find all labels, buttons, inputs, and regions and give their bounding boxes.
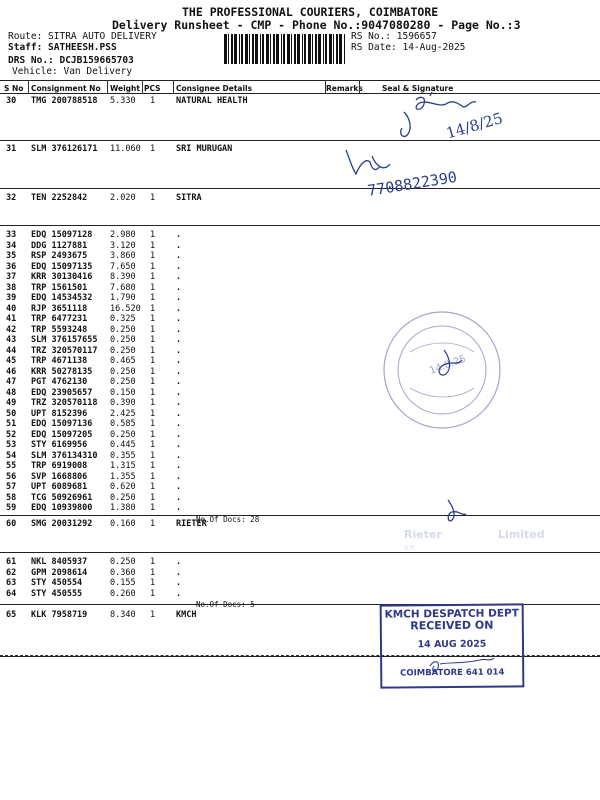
consignee-cell: . <box>176 482 182 492</box>
consignment-cell: TRP 1561501 <box>31 282 88 293</box>
consignee-cell: . <box>176 567 182 578</box>
consignment-cell: TCG 50926961 <box>31 492 93 503</box>
weight-cell: 2.425 <box>110 408 136 419</box>
weight-cell: 0.155 <box>110 578 136 588</box>
stamp-received: RECEIVED ON <box>410 618 494 633</box>
pcs-cell: 1 <box>150 519 156 529</box>
consignee-cell: . <box>176 272 182 282</box>
signature-row-31 <box>346 150 458 200</box>
stamp-date: 14 AUG 2025 <box>417 638 487 651</box>
consignment-cell: EDQ 15097205 <box>31 429 93 440</box>
consignment-cell: TRP 6919008 <box>31 461 88 471</box>
pcs-cell: 1 <box>150 440 156 450</box>
consignment-cell: EDQ 15097128 <box>31 230 93 240</box>
consignment-cell: TMG 200788518 <box>31 96 98 106</box>
col-seal-signature: Seal & Signature <box>382 84 454 93</box>
weight-cell: 0.150 <box>110 387 136 398</box>
weight-cell: 0.160 <box>110 519 136 529</box>
consignee-cell: NATURAL HEALTH <box>176 96 248 106</box>
consignee-cell: . <box>176 387 182 398</box>
weight-cell: 2.980 <box>110 230 136 240</box>
svg-text:Rieter: Rieter <box>404 528 442 541</box>
pcs-cell: 1 <box>150 387 156 398</box>
sno-cell: 63 <box>6 578 17 588</box>
sno-cell: 52 <box>6 429 17 440</box>
consignee-cell: RIETER <box>176 519 207 529</box>
weight-cell: 0.250 <box>110 366 136 377</box>
page-title: THE PROFESSIONAL COURIERS, COIMBATORE <box>182 5 439 19</box>
signature-row-59 <box>448 500 466 521</box>
weight-cell: 5.330 <box>110 96 136 106</box>
consignee-cell: . <box>176 377 182 387</box>
svg-text:S.F.: S.F. <box>404 544 416 552</box>
weight-cell: 0.360 <box>110 567 136 578</box>
pcs-cell: 1 <box>150 240 156 251</box>
weight-cell: 0.445 <box>110 440 136 450</box>
svg-text:14/8/25: 14/8/25 <box>444 109 505 143</box>
sno-cell: 48 <box>6 387 17 398</box>
consignee-cell: . <box>176 461 182 471</box>
weight-cell: 0.250 <box>110 335 136 345</box>
sno-cell: 42 <box>6 324 17 335</box>
pcs-cell: 1 <box>150 578 156 588</box>
weight-cell: 0.620 <box>110 482 136 492</box>
weight-cell: 1.315 <box>110 461 136 471</box>
weight-cell: 2.020 <box>110 193 136 203</box>
weight-cell: 7.680 <box>110 282 136 293</box>
pcs-cell: 1 <box>150 293 156 303</box>
sno-cell: 61 <box>6 557 17 567</box>
round-seal <box>384 312 500 428</box>
rs-date: RS Date: 14-Aug-2025 <box>351 42 466 53</box>
sno-cell: 54 <box>6 450 17 461</box>
pcs-cell: 1 <box>150 272 156 282</box>
consignment-cell: SLM 376134310 <box>31 450 98 461</box>
pcs-cell: 1 <box>150 377 156 387</box>
svg-text:14.8.25: 14.8.25 <box>427 353 468 377</box>
pcs-cell: 1 <box>150 366 156 377</box>
pcs-cell: 1 <box>150 230 156 240</box>
rieter-stamp <box>404 528 545 552</box>
consignee-cell: . <box>176 440 182 450</box>
consignee-cell: . <box>176 324 182 335</box>
sno-cell: 47 <box>6 377 17 387</box>
weight-cell: 0.325 <box>110 314 136 324</box>
consignment-cell: KRR 30130416 <box>31 272 93 282</box>
weight-cell: 11.060 <box>110 144 141 154</box>
weight-cell: 0.390 <box>110 398 136 408</box>
weight-cell: 1.790 <box>110 293 136 303</box>
pcs-cell: 1 <box>150 335 156 345</box>
sno-cell: 62 <box>6 567 17 578</box>
pcs-cell: 1 <box>150 557 156 567</box>
page-subtitle: Delivery Runsheet - CMP - Phone No.:9047080280 - Page No.:3 <box>112 18 521 32</box>
sno-cell: 59 <box>6 503 17 513</box>
pcs-cell: 1 <box>150 96 156 106</box>
weight-cell: 0.250 <box>110 324 136 335</box>
consignee-cell: . <box>176 303 182 314</box>
consignment-cell: TRP 4671138 <box>31 356 88 366</box>
weight-cell: 0.250 <box>110 557 136 567</box>
pcs-cell: 1 <box>150 193 156 203</box>
sno-cell: 33 <box>6 230 17 240</box>
weight-cell: 0.250 <box>110 345 136 356</box>
consignment-cell: UPT 8152396 <box>31 408 88 419</box>
weight-cell: 1.380 <box>110 503 136 513</box>
svg-text:Limited: Limited <box>498 528 545 541</box>
sno-cell: 39 <box>6 293 17 303</box>
consignment-cell: TRP 6477231 <box>31 314 88 324</box>
consignee-cell: . <box>176 240 182 251</box>
consignment-cell: RJP 3651118 <box>31 303 88 314</box>
weight-cell: 1.355 <box>110 471 136 482</box>
consignment-cell: EDQ 15097136 <box>31 419 93 429</box>
pcs-cell: 1 <box>150 282 156 293</box>
weight-cell: 3.120 <box>110 240 136 251</box>
sno-cell: 37 <box>6 272 17 282</box>
consignee-cell: . <box>176 314 182 324</box>
pcs-cell: 1 <box>150 356 156 366</box>
consignee-cell: . <box>176 293 182 303</box>
weight-cell: 0.250 <box>110 377 136 387</box>
consignment-cell: TRZ 320570117 <box>31 345 98 356</box>
pcs-cell: 1 <box>150 303 156 314</box>
pcs-cell: 1 <box>150 429 156 440</box>
pcs-cell: 1 <box>150 314 156 324</box>
consignment-cell: STY 6169956 <box>31 440 88 450</box>
consignment-cell: DDG 1127881 <box>31 240 88 251</box>
sno-cell: 64 <box>6 588 17 599</box>
consignment-cell: SLM 376126171 <box>31 144 98 154</box>
col-weight: Weight <box>110 84 140 93</box>
consignee-cell: . <box>176 588 182 599</box>
sno-cell: 32 <box>6 193 17 203</box>
pcs-cell: 1 <box>150 461 156 471</box>
sno-cell: 34 <box>6 240 17 251</box>
sno-cell: 43 <box>6 335 17 345</box>
sno-cell: 46 <box>6 366 17 377</box>
consignee-cell: . <box>176 345 182 356</box>
consignment-cell: KLK 7958719 <box>31 610 88 620</box>
weight-cell: 0.585 <box>110 419 136 429</box>
consignment-cell: KRR 50278135 <box>31 366 93 377</box>
consignment-cell: SMG 20031292 <box>31 519 93 529</box>
weight-cell: 16.520 <box>110 303 141 314</box>
weight-cell: 3.860 <box>110 251 136 261</box>
pcs-cell: 1 <box>150 251 156 261</box>
col-remarks: Remarks <box>326 84 363 93</box>
sno-cell: 60 <box>6 519 17 529</box>
pcs-cell: 1 <box>150 324 156 335</box>
sno-cell: 38 <box>6 282 17 293</box>
stamp-dept: KMCH DESPATCH DEPT <box>384 607 519 621</box>
weight-cell: 0.250 <box>110 492 136 503</box>
sno-cell: 44 <box>6 345 17 356</box>
consignment-cell: EDQ 15097135 <box>31 261 93 272</box>
consignee-cell: . <box>176 251 182 261</box>
consignee-cell: . <box>176 419 182 429</box>
consignment-cell: STY 450555 <box>31 588 83 599</box>
sno-cell: 65 <box>6 610 17 620</box>
consignee-cell: . <box>176 261 182 272</box>
sno-cell: 50 <box>6 408 17 419</box>
weight-cell: 7.650 <box>110 261 136 272</box>
consignee-cell: SRI MURUGAN <box>176 144 233 154</box>
weight-cell: 8.390 <box>110 272 136 282</box>
consignment-cell: GPM 2098614 <box>31 567 88 578</box>
consignee-cell: . <box>176 335 182 345</box>
pcs-cell: 1 <box>150 144 156 154</box>
sno-cell: 30 <box>6 96 17 106</box>
consignment-cell: TRZ 320570118 <box>31 398 98 408</box>
sno-cell: 57 <box>6 482 17 492</box>
svg-text:7708822390: 7708822390 <box>366 167 459 200</box>
col-consignment: Consignment No <box>31 84 101 93</box>
consignment-cell: EDQ 14534532 <box>31 293 93 303</box>
sno-cell: 31 <box>6 144 17 154</box>
weight-cell: 8.340 <box>110 610 136 620</box>
pcs-cell: 1 <box>150 261 156 272</box>
pcs-cell: 1 <box>150 471 156 482</box>
pcs-cell: 1 <box>150 610 156 620</box>
staff-label: Staff: SATHEESH.PSS <box>8 42 117 53</box>
consignee-cell: . <box>176 408 182 419</box>
col-sno: S No <box>4 84 24 93</box>
drs-number: DRS No.: DCJB159665703 <box>8 55 134 66</box>
consignment-cell: PGT 4762130 <box>31 377 88 387</box>
consignment-cell: NKL 8405937 <box>31 557 88 567</box>
consignment-cell: TEN 2252842 <box>31 193 88 203</box>
weight-cell: 0.355 <box>110 450 136 461</box>
pcs-cell: 1 <box>150 345 156 356</box>
sno-cell: 53 <box>6 440 17 450</box>
sno-cell: 58 <box>6 492 17 503</box>
docs-count: No.Of Docs: 28 <box>196 514 260 524</box>
col-pcs: PCS <box>144 84 161 93</box>
consignment-cell: EDQ 23905657 <box>31 387 93 398</box>
consignee-cell: . <box>176 230 182 240</box>
col-consignee: Consignee Details <box>176 84 253 93</box>
stamp-city: COIMBATORE 641 014 <box>400 667 505 679</box>
consignment-cell: EDQ 10939800 <box>31 503 93 513</box>
pcs-cell: 1 <box>150 398 156 408</box>
consignee-cell: . <box>176 450 182 461</box>
pcs-cell: 1 <box>150 450 156 461</box>
sno-cell: 56 <box>6 471 17 482</box>
route-label: Route: SITRA AUTO DELIVERY <box>8 31 157 42</box>
pcs-cell: 1 <box>150 567 156 578</box>
consignee-cell: . <box>176 503 182 513</box>
sno-cell: 36 <box>6 261 17 272</box>
docs-count: No.Of Docs: 5 <box>196 600 255 609</box>
consignment-cell: SVP 1668806 <box>31 471 88 482</box>
rs-number: RS No.: 1596657 <box>351 31 437 42</box>
consignment-cell: SLM 376157655 <box>31 335 98 345</box>
vehicle-label: Vehicle: Van Delivery <box>12 66 133 77</box>
weight-cell: 0.250 <box>110 429 136 440</box>
consignee-cell: . <box>176 471 182 482</box>
sno-cell: 45 <box>6 356 17 366</box>
consignee-cell: . <box>176 366 182 377</box>
consignee-cell: . <box>176 557 182 567</box>
pcs-cell: 1 <box>150 482 156 492</box>
sno-cell: 51 <box>6 419 17 429</box>
consignment-cell: RSP 2493675 <box>31 251 88 261</box>
pcs-cell: 1 <box>150 492 156 503</box>
consignee-cell: . <box>176 492 182 503</box>
consignment-cell: STY 450554 <box>31 578 83 588</box>
sno-cell: 41 <box>6 314 17 324</box>
consignee-cell: SITRA <box>176 193 202 203</box>
sno-cell: 55 <box>6 461 17 471</box>
consignee-cell: . <box>176 282 182 293</box>
consignment-cell: UPT 6089681 <box>31 482 88 492</box>
sno-cell: 40 <box>6 303 17 314</box>
consignee-cell: . <box>176 429 182 440</box>
consignee-cell: . <box>176 356 182 366</box>
pcs-cell: 1 <box>150 408 156 419</box>
consignment-cell: TRP 5593248 <box>31 324 88 335</box>
weight-cell: 0.465 <box>110 356 136 366</box>
consignee-cell: . <box>176 398 182 408</box>
sno-cell: 49 <box>6 398 17 408</box>
pcs-cell: 1 <box>150 419 156 429</box>
weight-cell: 0.260 <box>110 588 136 599</box>
kmch-received-stamp <box>380 603 525 688</box>
signature-row-30 <box>401 92 505 142</box>
sno-cell: 35 <box>6 251 17 261</box>
consignee-cell: KMCH <box>176 610 197 620</box>
pcs-cell: 1 <box>150 588 156 599</box>
pcs-cell: 1 <box>150 503 156 513</box>
consignee-cell: . <box>176 578 182 588</box>
